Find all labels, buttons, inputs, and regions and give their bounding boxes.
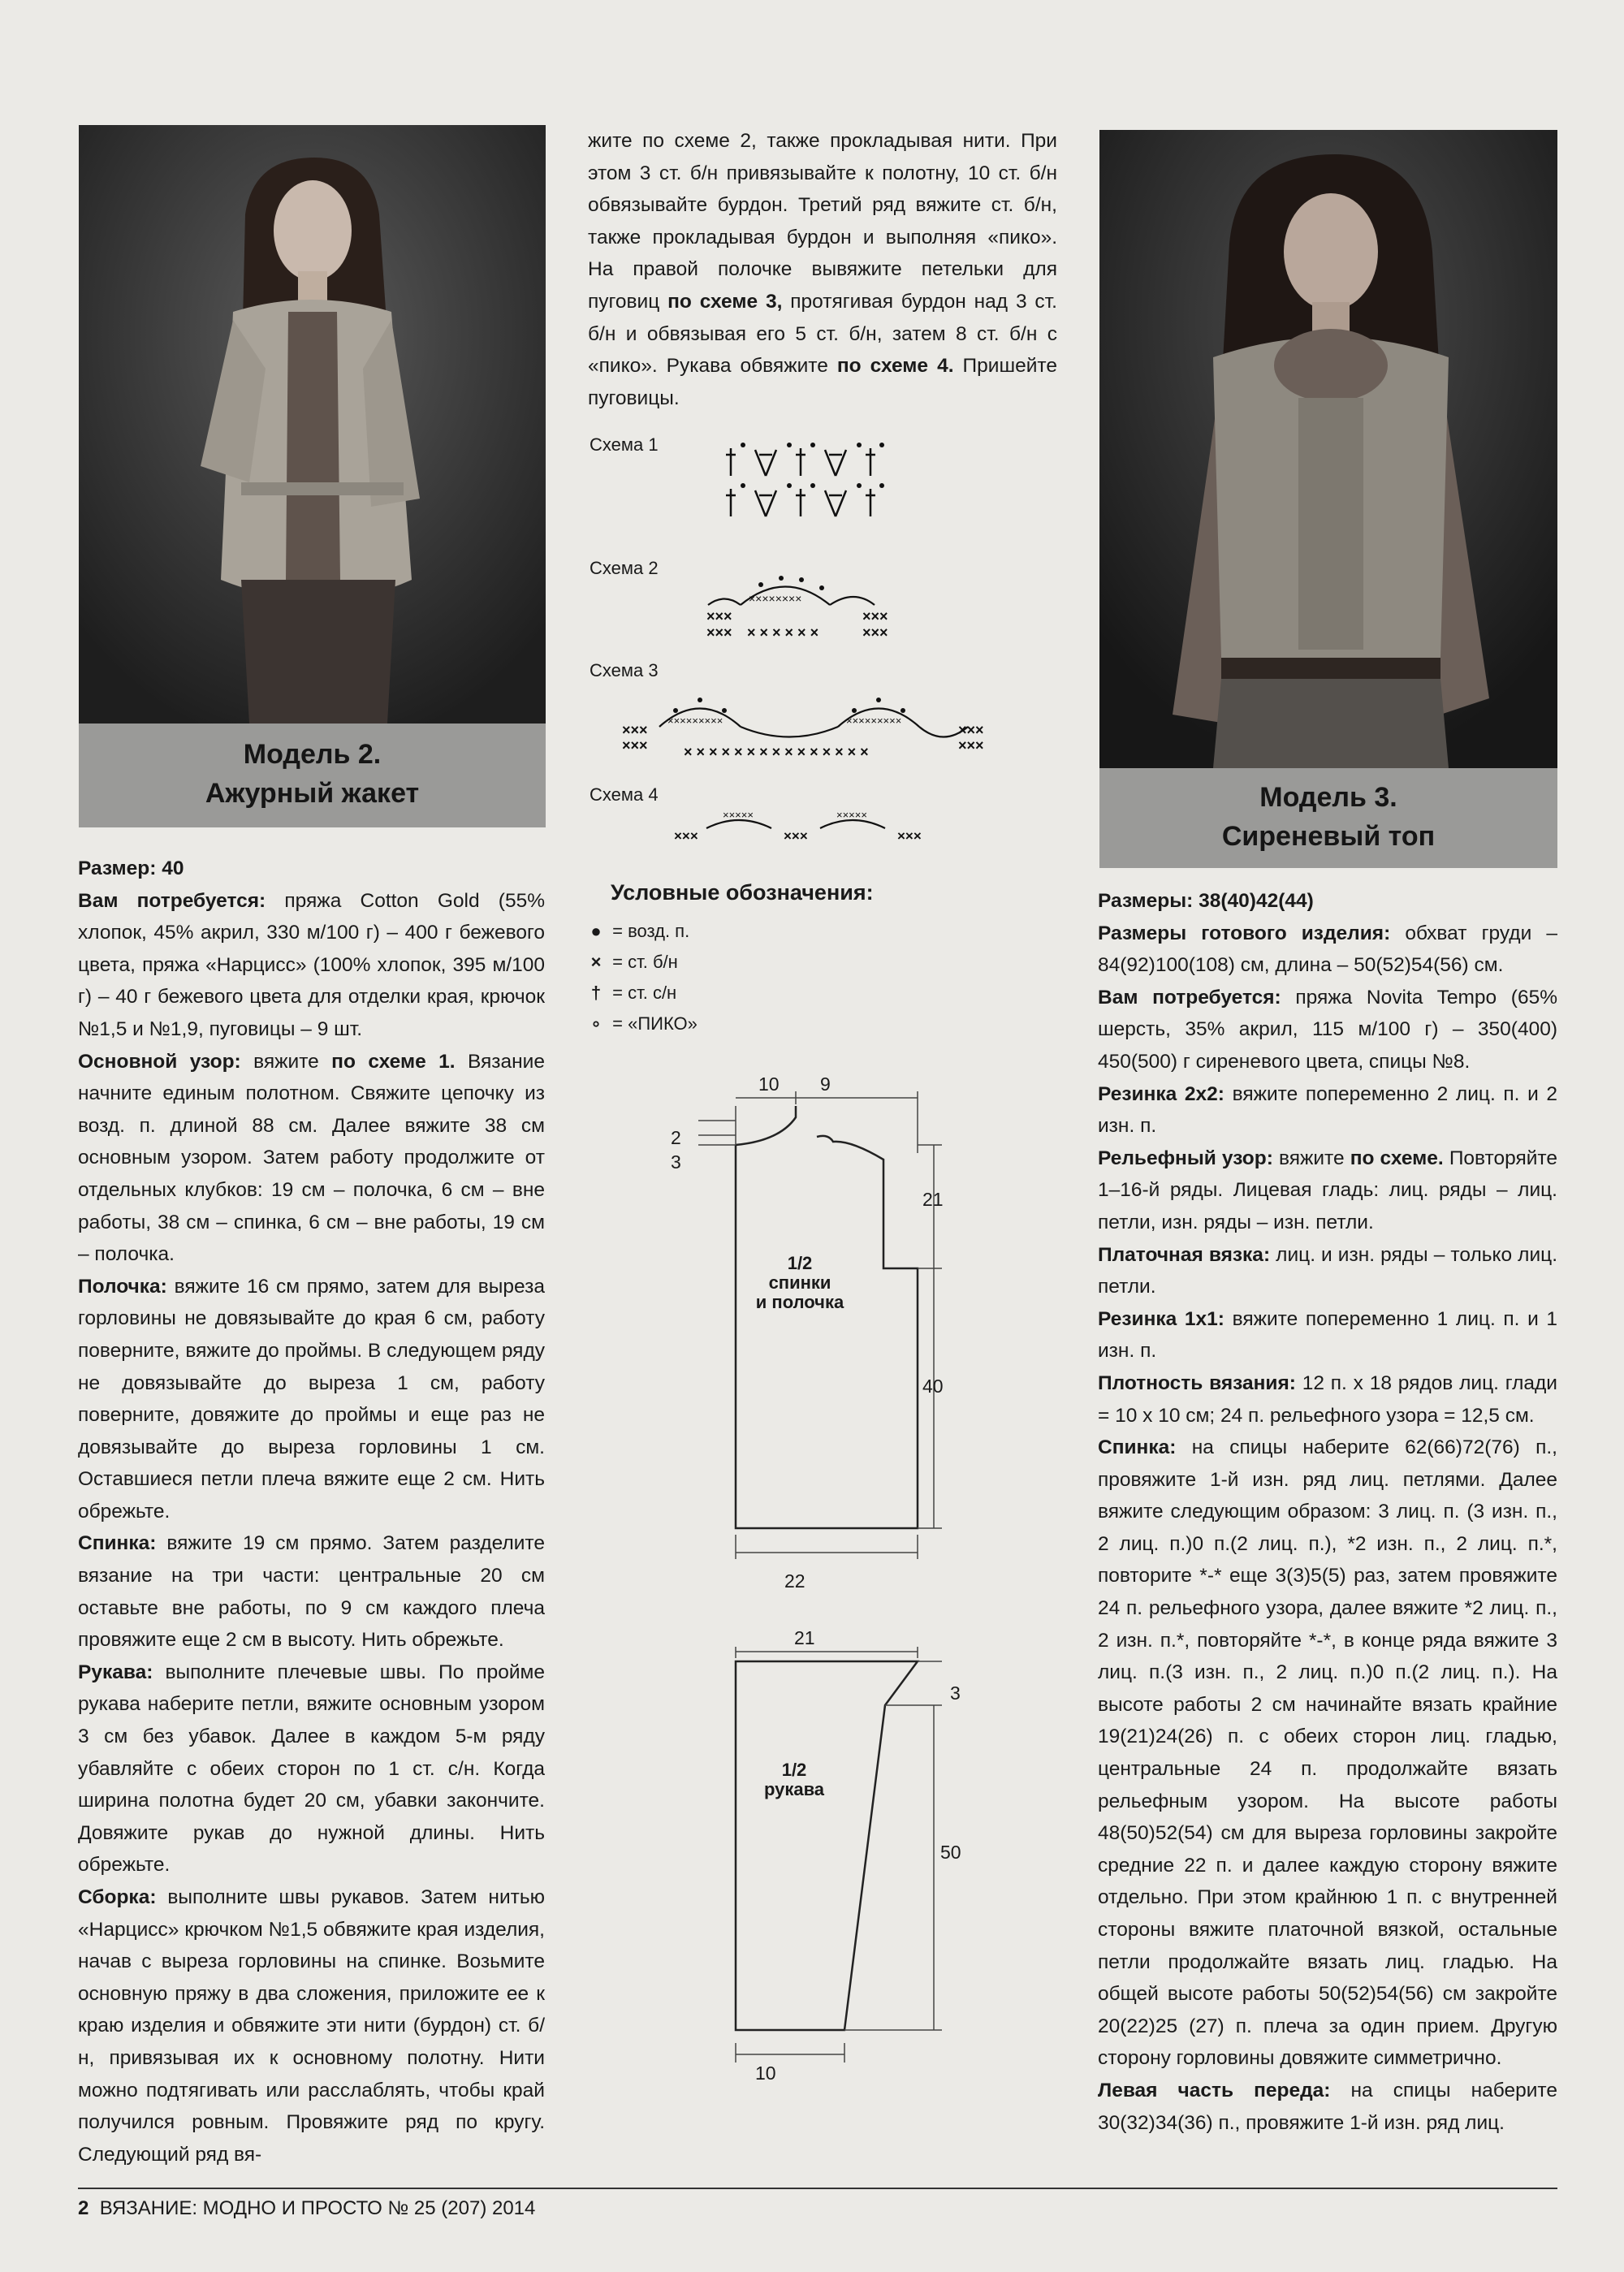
finished-size-label: Размеры готового изделия:: [1098, 922, 1391, 944]
finished-size-paragraph: [1098, 918, 1557, 982]
picot-icon: ∘: [590, 1013, 602, 1034]
left-front-text: на спицы наберите 30(32)34(36) п., провяжите 1-й изн. ряд лиц.: [1098, 2079, 1557, 2134]
materials-label-right: Вам потребуется:: [1098, 986, 1281, 1009]
svg-text:×××: ×××: [784, 828, 808, 844]
svg-text:×××××: ×××××: [836, 809, 867, 821]
legend-item-single-crochet: [585, 947, 698, 978]
relief-paragraph: [1098, 1142, 1557, 1239]
dim-50-sleeve: 50: [940, 1842, 961, 1863]
svg-text:××××××××: ××××××××: [749, 592, 802, 605]
chain-stitch-icon: ●: [590, 921, 602, 941]
rib11-text: вяжите попеременно 1 лиц. п. и 1 изн. п.: [1098, 1307, 1558, 1363]
main-pattern-paragraph: [78, 1046, 545, 1271]
legend-title: Условные обозначения:: [611, 880, 874, 905]
svg-text:×××××××××: ×××××××××: [667, 715, 723, 727]
materials-label: Вам потребуется:: [78, 889, 266, 912]
main-pattern-label: Основной узор:: [78, 1050, 241, 1073]
schema3-label: Схема 3: [590, 660, 659, 680]
right-column-text: [1098, 885, 1557, 2139]
rib22-text: вяжите попеременно 2 лиц. п. и 2 изн. п.: [1098, 1082, 1558, 1138]
back-label-right: Спинка:: [1098, 1436, 1177, 1459]
schema4-chart: [674, 804, 950, 844]
model3-caption-line1: Модель 3.: [1259, 782, 1397, 813]
sizes-label: Размеры:: [1098, 890, 1194, 912]
dim-10-sleeve-bottom: 10: [755, 2063, 776, 2084]
edging-scheme4-ref: по схеме 4.: [836, 355, 954, 378]
legend-item-picot: [585, 1009, 698, 1039]
legend-item-label: = возд. п.: [612, 921, 690, 941]
svg-text:×××××××××: ×××××××××: [846, 715, 902, 727]
finished-size-text: обхват груди – 84(92)100(108) см, длина – 50(52)54(56) см.: [1098, 922, 1557, 977]
svg-text:×××: ×××: [622, 737, 648, 754]
materials-paragraph-right: [1098, 982, 1557, 1078]
back-text-right: на спицы наберите 62(66)72(76) п., провяжите 1-й изн. ряд лиц. петлями. Далее вяжите следующим образом: 3 лиц. п. (3 изн. п., 2 лиц. п.)0 п.(2 лиц. п.), *2 изн. п., 2 лиц. п.*, повторите *-* еще 3(3)5(5) раз, затем провяжите 24 п. рельефного узора, далее вяжите *2 лиц. п., 2 изн. п.*, повторяйте *-*, в конце ряда вяжите 3 лиц. п.(3 изн. п., 2 лиц. п.)0 п.(2 лиц. п.). На высоте работы 2 см начинайте вязать крайние 19(21)24(26) п. с обеих сторон лиц. гладью, центральные 24 п. продолжайте вязать рельефным узором. На высоте работы 48(50)52(54) см для выреза горловины закройте средние 22 п. и далее каждую сторону вяжите отдельно. При этом крайнюю 1 п. с внутренней стороны вяжите платочной вязкой, остальные петли продолжайте вязать лиц. гладью. На общей высоте работы 50(52)54(56) см закройте 20(22)25 (27) п. плеча за один прием. Другую сторону горловины довяжите симметрично.: [1098, 1436, 1557, 2070]
schema1-label: Схема 1: [590, 434, 659, 455]
edging-text-cont: протягивая бурдон над 3 ст. б/н и обвязывая его 5 ст. б/н, затем 8 ст. б/н с «пико». Рукава обвяжите: [588, 290, 1057, 378]
body-label-line2: спинки: [768, 1272, 831, 1293]
svg-text:× × × × × ×: × × × × × ×: [747, 624, 819, 641]
front-label: Полочка:: [78, 1275, 167, 1298]
main-pattern-scheme-ref: по схеме 1.: [331, 1050, 456, 1073]
svg-text:×××: ×××: [674, 828, 698, 844]
footer: [78, 2197, 535, 2220]
dim-22-bottom: 22: [784, 1570, 806, 1592]
edging-scheme3-ref: по схеме 3,: [667, 290, 783, 313]
size-value: 40: [156, 857, 184, 879]
body-pattern-diagram: [666, 1072, 958, 1575]
relief-text-cont: Повторяйте 1–16-й ряды. Лицевая гладь: лиц. ряды – лиц. петли, изн. ряды – изн. петли.: [1098, 1147, 1557, 1233]
svg-text:×××: ×××: [958, 722, 984, 738]
legend-list: [585, 916, 698, 1039]
garter-paragraph: [1098, 1239, 1557, 1303]
body-label-fraction: 1/2: [787, 1253, 813, 1273]
sizes-value: 38(40)42(44): [1193, 890, 1314, 912]
materials-paragraph: [78, 885, 545, 1046]
garter-label: Платочная вязка:: [1098, 1243, 1271, 1266]
sleeves-label: Рукава:: [78, 1661, 153, 1683]
sleeve-label-line2: рукава: [763, 1779, 825, 1799]
edging-paragraph: [588, 125, 1057, 414]
assembly-paragraph: [78, 1881, 545, 2170]
model3-caption: [1099, 768, 1557, 868]
svg-text:×××: ×××: [897, 828, 922, 844]
body-pattern-label: [755, 1254, 844, 1312]
size-paragraph: [78, 853, 545, 885]
sleeve-pattern-label: [762, 1760, 827, 1799]
left-column-text: [78, 853, 545, 2170]
model3-caption-line2: Сиреневый топ: [1221, 821, 1436, 852]
schema1-chart: [715, 438, 893, 528]
back-label: Спинка:: [78, 1532, 157, 1555]
size-label: Размер:: [78, 857, 157, 879]
rib11-label: Резинка 1х1:: [1098, 1307, 1224, 1330]
svg-text:×××××: ×××××: [723, 809, 754, 821]
sleeves-paragraph: [78, 1656, 545, 1881]
sleeves-text: выполните плечевые швы. По пройме рукава наберите петли, вяжите основным узором 3 см без убавок. Далее в каждом 5-м ряду убавляйте с обеих сторон по 1 ст. с/н. Когда ширина полотна будет 20 см, убавки закончите. Довяжите рукав до нужной длины. Нить обрежьте.: [78, 1661, 545, 1877]
svg-text:× × × × × × × × × × × × × × ×: × × × × × × × × × × × × × × ×: [684, 744, 869, 760]
footer-rule: [78, 2188, 1557, 2189]
svg-text:×××: ×××: [622, 722, 648, 738]
middle-column-text: [588, 125, 1057, 414]
model2-caption: [79, 723, 546, 827]
model2-photo: [79, 125, 546, 723]
sizes-paragraph: [1098, 885, 1557, 918]
body-label-line3: и полочка: [755, 1292, 844, 1312]
edging-text-end: Пришейте пуговицы.: [588, 355, 1057, 409]
materials-text-right: пряжа Novita Tempo (65% шерсть, 35% акрил, 115 м/100 г) – 350(400) 450(500) г сиреневого цвета, спицы №8.: [1098, 986, 1557, 1073]
back-text: вяжите 19 см прямо. Затем разделите вязание на три части: центральные 20 см оставьте вне работы, по 9 см каждого плеча провяжите еще 2 см в высоту. Нить обрежьте.: [78, 1532, 545, 1652]
materials-text: пряжа Cotton Gold (55% хлопок, 45% акрил, 330 м/100 г) – 400 г бежевого цвета, пряжа «Нарцисс» (100% хлопок, 395 м/100 г) – 40 г бежевого цвета для отделки края, крючок №1,5 и №1,9, пуговицы – 9 шт.: [78, 889, 546, 1040]
gauge-text: 12 п. х 18 рядов лиц. глади = 10 х 10 см; 24 п. рельефного узора = 12,5 см.: [1098, 1371, 1557, 1427]
sleeve-label-fraction: 1/2: [781, 1760, 807, 1780]
gauge-paragraph: [1098, 1367, 1557, 1432]
model3-photo: [1099, 130, 1557, 768]
model2-caption-line1: Модель 2.: [243, 739, 382, 770]
rib11-paragraph: [1098, 1303, 1557, 1367]
sleeve-pattern-diagram: [706, 1640, 966, 2095]
svg-text:×××: ×××: [706, 608, 732, 624]
front-text: вяжите 16 см прямо, затем для выреза горловины не довязывайте до края 6 см, работу поверните, вяжите до проймы. В следующем ряду не довязывайте до выреза 1 см, работу поверните, довяжите до проймы и еще раз не довязывайте до выреза горловины 1 см. Оставшиеся петли плеча вяжите еще 2 см. Нить обрежьте.: [78, 1275, 545, 1523]
relief-scheme-ref: по схеме.: [1350, 1147, 1444, 1169]
magazine-title: ВЯЗАНИЕ: МОДНО И ПРОСТО № 25 (207) 2014: [99, 2197, 536, 2219]
model2-illustration: [79, 125, 546, 723]
dim-3-left: 3: [671, 1151, 681, 1173]
legend-item-label: = «ПИКО»: [612, 1013, 698, 1034]
dim-3-sleeve: 3: [950, 1682, 961, 1704]
legend-item-label: = ст. б/н: [612, 952, 678, 972]
svg-text:×××: ×××: [958, 737, 984, 754]
model3-illustration: [1099, 130, 1557, 768]
back-paragraph: [78, 1527, 545, 1656]
front-paragraph: [78, 1271, 545, 1528]
assembly-label: Сборка:: [78, 1886, 157, 1908]
schema3-chart: [619, 682, 1000, 763]
dim-40-right: 40: [922, 1376, 944, 1397]
dim-9-top: 9: [820, 1073, 831, 1095]
rib22-paragraph: [1098, 1078, 1557, 1142]
edging-text: жите по схеме 2, также прокладывая нити. При этом 3 ст. б/н привязывайте к полотну, 10 ст. б/н обвязывайте бурдон. Третий ряд вяжите ст. б/н, также прокладывая бурдон и выполняя «пико». На правой полочке вывяжите петельки для пуговиц: [588, 130, 1057, 313]
dim-10-top: 10: [758, 1073, 780, 1095]
svg-text:×××: ×××: [862, 624, 888, 641]
page-number: 2: [78, 2197, 89, 2219]
dim-2-left: 2: [671, 1127, 681, 1148]
assembly-text: выполните швы рукавов. Затем нитью «Нарцисс» крючком №1,5 обвяжите края изделия, начав с выреза горловины на спинке. Возьмите основную пряжу в два сложения, приложите ее к краю изделия и обвяжите эти нити (бурдон) ст. б/н, привязывая их к основному полотну. Нити можно подтягивать или расслаблять, чтобы край получился ровным. Провяжите ряд по кругу. Следующий ряд вя-: [78, 1886, 545, 2166]
back-paragraph-right: [1098, 1432, 1557, 2075]
single-crochet-icon: ×: [590, 952, 602, 972]
main-pattern-text-cont: Вязание начните единым полотном. Свяжите цепочку из возд. п. длиной 88 см. Далее вяжите 38 см основным узором. Затем работу продолжите от отдельных клубков: 19 см – полочка, 6 см – вне работы, 38 см – спинка, 6 см – вне работы, 19 см – полочка.: [78, 1050, 545, 1266]
gauge-label: Плотность вязания:: [1098, 1371, 1296, 1394]
double-crochet-icon: †: [590, 983, 602, 1003]
schema4-label: Схема 4: [590, 784, 659, 805]
relief-label: Рельефный узор:: [1098, 1147, 1273, 1169]
main-pattern-text: вяжите: [240, 1050, 332, 1073]
model2-caption-line2: Ажурный жакет: [205, 778, 420, 809]
rib22-label: Резинка 2х2:: [1098, 1082, 1224, 1105]
svg-text:×××: ×××: [862, 608, 888, 624]
legend-item-chain: [585, 916, 698, 947]
dim-21-sleeve-top: 21: [794, 1627, 815, 1648]
svg-text:×××: ×××: [706, 624, 732, 641]
legend-item-double-crochet: [585, 978, 698, 1009]
left-front-label: Левая часть переда:: [1098, 2079, 1331, 2101]
relief-text: вяжите: [1272, 1147, 1350, 1169]
schema2-label: Схема 2: [590, 558, 659, 578]
left-front-paragraph: [1098, 2075, 1557, 2139]
garter-text: лиц. и изн. ряды – только лиц. петли.: [1098, 1243, 1558, 1298]
legend-item-label: = ст. с/н: [612, 983, 677, 1003]
schema2-chart: [700, 560, 911, 641]
dim-21-right: 21: [922, 1189, 944, 1210]
